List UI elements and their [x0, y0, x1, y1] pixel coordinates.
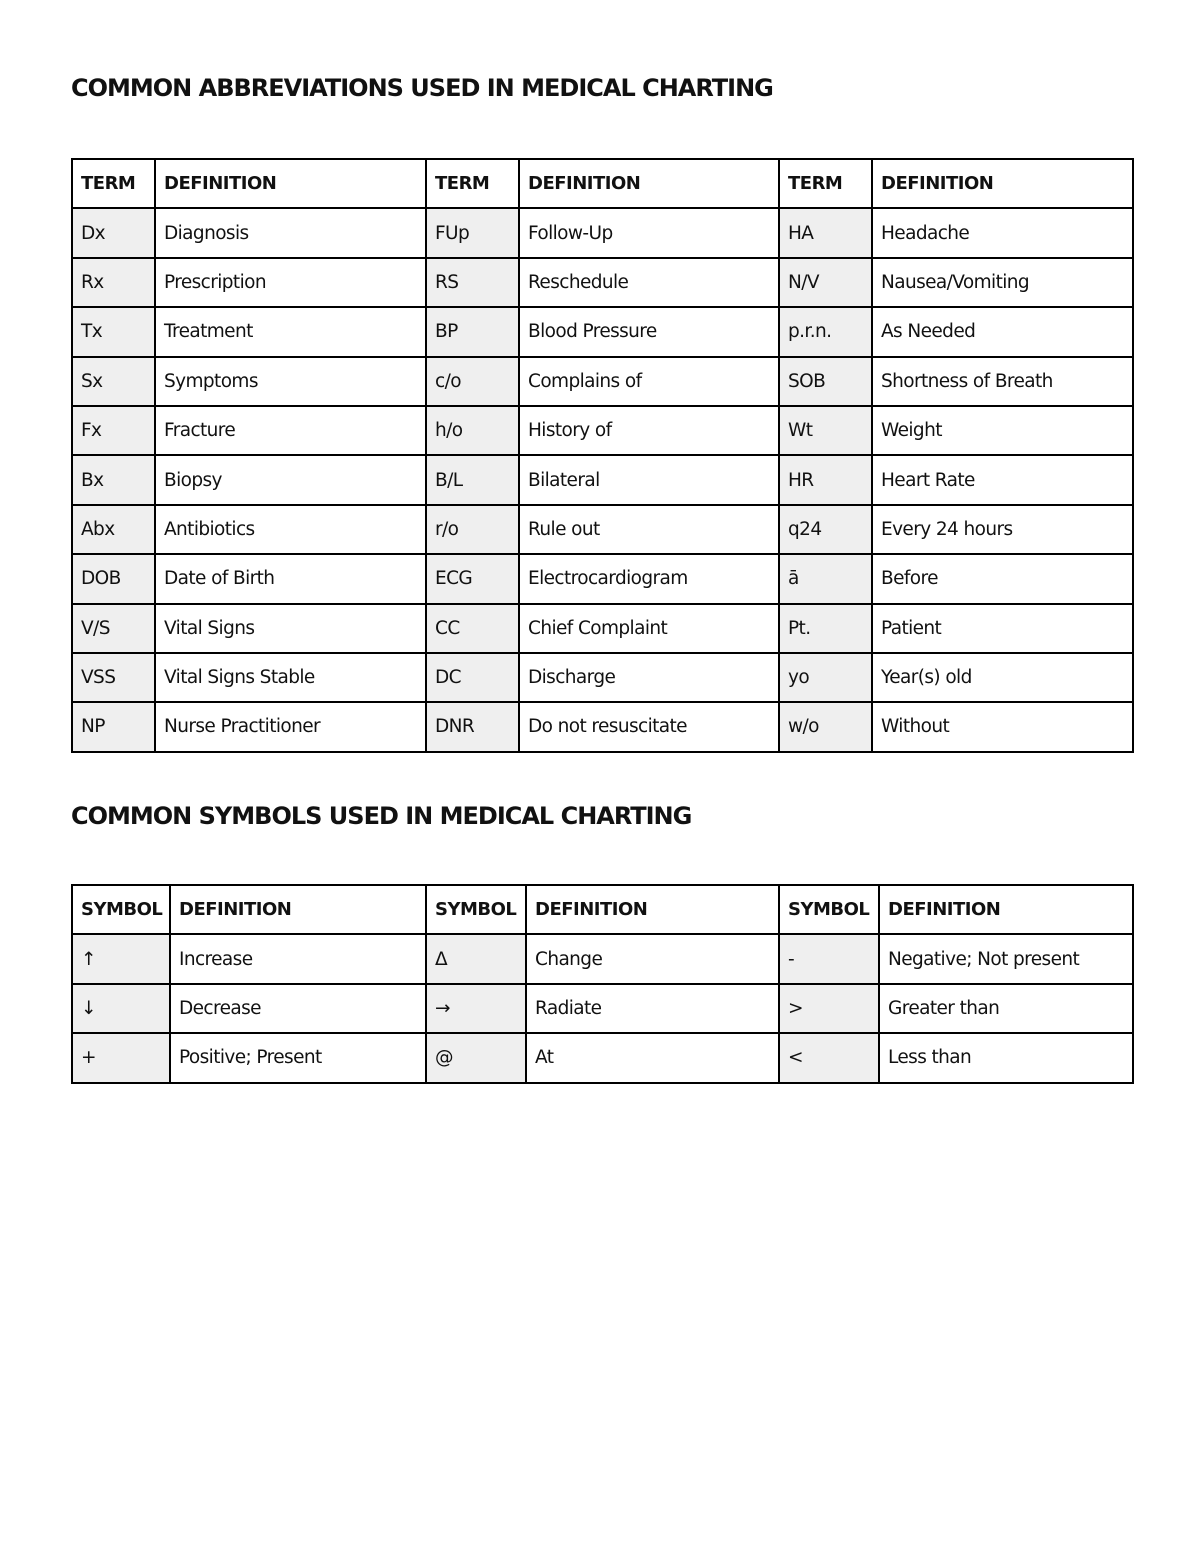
term-cell: Fx [72, 406, 155, 455]
definition-cell: Electrocardiogram [519, 554, 779, 603]
definition-cell: Complains of [519, 357, 779, 406]
term-cell: Dx [72, 208, 155, 257]
definition-cell: Rule out [519, 505, 779, 554]
symbol-cell: < [779, 1033, 879, 1082]
term-cell: SOB [779, 357, 872, 406]
term-cell: DC [426, 653, 519, 702]
definition-cell: Do not resuscitate [519, 702, 779, 751]
table-row [72, 653, 1133, 702]
definition-cell: Diagnosis [155, 208, 426, 257]
definition-cell: Change [526, 934, 779, 983]
table-row [72, 604, 1133, 653]
definition-cell: Every 24 hours [872, 505, 1133, 554]
term-cell: Sx [72, 357, 155, 406]
term-cell: NP [72, 702, 155, 751]
definition-cell: At [526, 1033, 779, 1082]
definition-cell: Nausea/Vomiting [872, 258, 1133, 307]
definition-cell: Before [872, 554, 1133, 603]
definition-cell: Radiate [526, 984, 779, 1033]
table-row [72, 208, 1133, 257]
definition-cell: Heart Rate [872, 455, 1133, 504]
term-cell: p.r.n. [779, 307, 872, 356]
symbol-cell: > [779, 984, 879, 1033]
column-header: SYMBOL [72, 885, 170, 934]
term-cell: VSS [72, 653, 155, 702]
term-cell: B/L [426, 455, 519, 504]
column-header: SYMBOL [779, 885, 879, 934]
term-cell: h/o [426, 406, 519, 455]
table-row [72, 357, 1133, 406]
term-cell: ECG [426, 554, 519, 603]
symbol-cell: + [72, 1033, 170, 1082]
term-cell: Wt [779, 406, 872, 455]
column-header: TERM [779, 159, 872, 208]
term-cell: RS [426, 258, 519, 307]
definition-cell: Chief Complaint [519, 604, 779, 653]
definition-cell: Headache [872, 208, 1133, 257]
definition-cell: Symptoms [155, 357, 426, 406]
table-row [72, 505, 1133, 554]
definition-cell: As Needed [872, 307, 1133, 356]
table-row [72, 554, 1133, 603]
term-cell: Tx [72, 307, 155, 356]
symbol-cell: ↓ [72, 984, 170, 1033]
symbols-title: COMMON SYMBOLS USED IN MEDICAL CHARTING [71, 802, 692, 830]
definition-cell: Antibiotics [155, 505, 426, 554]
table-row [72, 984, 1133, 1033]
symbol-cell: ↑ [72, 934, 170, 983]
definition-cell: Fracture [155, 406, 426, 455]
definition-cell: Weight [872, 406, 1133, 455]
table-row [72, 406, 1133, 455]
term-cell: BP [426, 307, 519, 356]
term-cell: Rx [72, 258, 155, 307]
symbol-cell: - [779, 934, 879, 983]
definition-cell: Bilateral [519, 455, 779, 504]
definition-cell: Negative; Not present [879, 934, 1133, 983]
term-cell: yo [779, 653, 872, 702]
term-cell: FUp [426, 208, 519, 257]
abbreviations-header-row [72, 159, 1133, 208]
definition-cell: Shortness of Breath [872, 357, 1133, 406]
definition-cell: Less than [879, 1033, 1133, 1082]
term-cell: V/S [72, 604, 155, 653]
term-cell: q24 [779, 505, 872, 554]
definition-cell: Vital Signs [155, 604, 426, 653]
abbreviations-title: COMMON ABBREVIATIONS USED IN MEDICAL CHARTING [71, 74, 773, 102]
definition-cell: Discharge [519, 653, 779, 702]
symbol-cell: Δ [426, 934, 526, 983]
term-cell: DNR [426, 702, 519, 751]
definition-cell: Decrease [170, 984, 426, 1033]
term-cell: Pt. [779, 604, 872, 653]
definition-cell: History of [519, 406, 779, 455]
term-cell: Bx [72, 455, 155, 504]
column-header: DEFINITION [519, 159, 779, 208]
column-header: DEFINITION [170, 885, 426, 934]
table-row [72, 307, 1133, 356]
abbreviations-table [71, 158, 1134, 753]
term-cell: c/o [426, 357, 519, 406]
definition-cell: Greater than [879, 984, 1133, 1033]
term-cell: CC [426, 604, 519, 653]
term-cell: ā [779, 554, 872, 603]
term-cell: Abx [72, 505, 155, 554]
table-row [72, 258, 1133, 307]
definition-cell: Positive; Present [170, 1033, 426, 1082]
definition-cell: Reschedule [519, 258, 779, 307]
definition-cell: Vital Signs Stable [155, 653, 426, 702]
table-row [72, 702, 1133, 751]
definition-cell: Patient [872, 604, 1133, 653]
table-row [72, 934, 1133, 983]
column-header: TERM [72, 159, 155, 208]
term-cell: N/V [779, 258, 872, 307]
definition-cell: Follow-Up [519, 208, 779, 257]
definition-cell: Treatment [155, 307, 426, 356]
table-row [72, 455, 1133, 504]
column-header: DEFINITION [872, 159, 1133, 208]
symbol-cell: @ [426, 1033, 526, 1082]
symbols-header-row [72, 885, 1133, 934]
term-cell: DOB [72, 554, 155, 603]
column-header: DEFINITION [879, 885, 1133, 934]
term-cell: HR [779, 455, 872, 504]
term-cell: HA [779, 208, 872, 257]
definition-cell: Without [872, 702, 1133, 751]
definition-cell: Date of Birth [155, 554, 426, 603]
definition-cell: Blood Pressure [519, 307, 779, 356]
definition-cell: Nurse Practitioner [155, 702, 426, 751]
definition-cell: Increase [170, 934, 426, 983]
term-cell: w/o [779, 702, 872, 751]
symbols-table [71, 884, 1134, 1084]
column-header: DEFINITION [526, 885, 779, 934]
symbol-cell: → [426, 984, 526, 1033]
definition-cell: Year(s) old [872, 653, 1133, 702]
term-cell: r/o [426, 505, 519, 554]
definition-cell: Prescription [155, 258, 426, 307]
column-header: TERM [426, 159, 519, 208]
definition-cell: Biopsy [155, 455, 426, 504]
table-row [72, 1033, 1133, 1082]
column-header: SYMBOL [426, 885, 526, 934]
column-header: DEFINITION [155, 159, 426, 208]
